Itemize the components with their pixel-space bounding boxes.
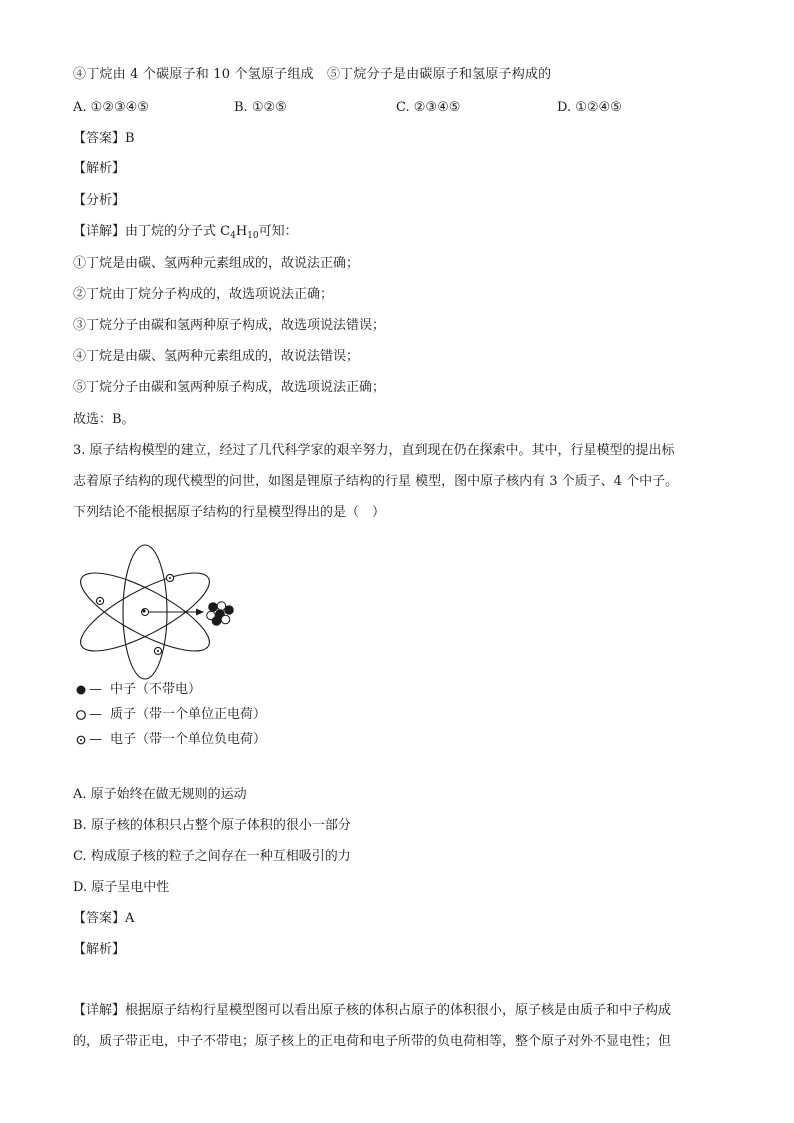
option-letter: D. — [557, 100, 572, 115]
legend-item-electron — [75, 731, 266, 749]
step-line: ④丁烷是由碳、氢两种元素组成的，故说法错误； — [73, 349, 360, 364]
option-b — [234, 99, 287, 117]
neutron-icon — [225, 606, 234, 615]
question-stem-line: 志着原子结构的现代模型的问世，如图是锂原子结构的行星 模型，图中原子核内有 3 个质子、4 个中子。 — [73, 474, 679, 489]
conclusion-line: 故选：B。 — [73, 412, 135, 427]
detail-prefix: 【详解】由丁烷的分子式 C — [73, 224, 231, 239]
proton-icon — [221, 615, 230, 624]
legend-text: 质子（带一个单位正电荷） — [110, 707, 267, 722]
legend-item-neutron — [75, 681, 201, 699]
legend-dash: — — [89, 682, 102, 697]
hollow-circle-icon — [75, 709, 87, 721]
neutron-icon — [209, 603, 218, 612]
answer-label: 【答案】A — [73, 911, 135, 926]
option-letter: A. — [73, 100, 87, 115]
detail-line: 的，质子带正电，中子不带电；原子核上的正电荷和电子所带的负电荷相等，整个原子对外不显电性；但 — [73, 1034, 672, 1049]
detail-line: 【详解】根据原子结构行星模型图可以看出原子核的体积占原子的体积很小，原子核是由质子和中子构成 — [73, 1003, 672, 1018]
enlarged-nucleus — [207, 602, 234, 626]
detail-suffix: 可知： — [258, 224, 298, 239]
dot-circle-icon — [75, 734, 87, 746]
option-letter: B. — [234, 100, 248, 115]
question-stem-line: 3. 原子结构模型的建立，经过了几代科学家的艰辛努力，直到现在仍在探索中。其中，行星模型的提出标 — [73, 443, 675, 458]
step-line: ①丁烷是由碳、氢两种元素组成的，故说法正确； — [73, 256, 360, 271]
option-d: D. 原子呈电中性 — [73, 880, 170, 895]
option-a — [73, 99, 149, 117]
step-line: ③丁烷分子由碳和氢两种原子构成，故选项说法错误； — [73, 318, 386, 333]
legend-item-proton — [75, 706, 266, 724]
option-c — [396, 99, 460, 117]
option-a: A. 原子始终在做无规则的运动 — [73, 787, 247, 802]
analysis-label: 【解析】 — [73, 161, 126, 176]
option-b: B. 原子核的体积只占整个原子体积的很小一部分 — [73, 818, 351, 833]
detail-line — [73, 223, 298, 241]
legend-text: 电子（带一个单位负电荷） — [110, 732, 267, 747]
option-d — [557, 99, 622, 117]
legend-text: 中子（不带电） — [110, 682, 202, 697]
legend-dash: — — [89, 707, 102, 722]
option-text: ②③④⑤ — [413, 100, 461, 115]
step-line: ②丁烷由丁烷分子构成的，故选项说法正确； — [73, 287, 334, 302]
question-stem-line: 下列结论不能根据原子结构的行星模型得出的是（ ） — [73, 505, 386, 520]
step-line: ⑤丁烷分子由碳和氢两种原子构成，故选项说法正确； — [73, 380, 386, 395]
subscript: 4 — [230, 231, 236, 241]
detail-mid: H — [235, 224, 248, 239]
neutron-icon — [212, 617, 221, 626]
option-text: ①②③④⑤ — [90, 100, 149, 115]
answer-label: 【答案】B — [73, 131, 135, 146]
statement-line: ④丁烷由 4 个碳原子和 10 个氢原子组成 ⑤丁烷分子是由碳原子和氢原子构成的 — [73, 67, 552, 82]
filled-circle-icon — [75, 684, 87, 696]
fenxi-label: 【分析】 — [73, 193, 126, 208]
atom-model-diagram — [70, 540, 240, 680]
option-text: ①②④⑤ — [575, 100, 622, 115]
option-letter: C. — [396, 100, 410, 115]
legend-dash: — — [89, 732, 102, 747]
subscript: 10 — [247, 231, 259, 241]
option-text: ①②⑤ — [251, 100, 287, 115]
analysis-label: 【解析】 — [73, 942, 126, 957]
option-c: C. 构成原子核的粒子之间存在一种互相吸引的力 — [73, 849, 351, 864]
